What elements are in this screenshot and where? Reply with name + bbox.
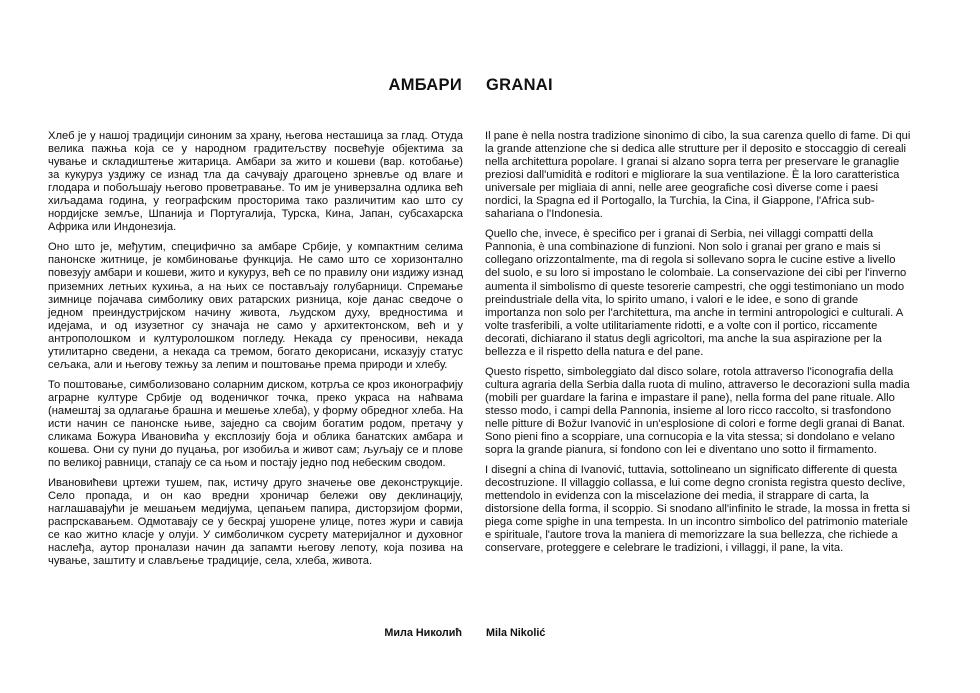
italian-column	[485, 130, 913, 562]
italian-paragraph-2: Quello che, invece, è specifico per i granai di Serbia, nei villaggi compatti della Pannonia, è una combinazione di funzioni. Non solo i granai per grano e mais si collegano orizzontalmente, ma di regola si sollevano sopra le cucine estive a livello del suolo, e su loro si impostano le colombaie. La conservazione dei cibi per l'inverno aumenta il simbolismo di queste tesorerie campestri, che oggi testimoniano un modo preindustriale della vita, lo spirito umano, i valori e le idee, e sono di grande importanza non solo per l'architettura, ma anche in termini antropologici e culturali. A volte trasferibili, a volte utilitariamente ridotti, e a volte con il portico, riccamente decorati, dichiarano il status degli agricoltori, ma anche la sua aspirazione per la bellezza e il rispetto della natura e del pane.	[485, 228, 907, 358]
italian-paragraph-1: Il pane è nella nostra tradizione sinonimo di cibo, la sua carenza quello di fame. Di qui la grande attenzione che si dedica alle strutture per il deposito e stoccaggio di cereali nella architettura popolare. I granai si alzano sopra terra per preservare le granaglie preziosi dall'umidità e roditori e migliorare la sua ventilazione. È la loro caratteristica universale per migliaia di anni, nelle aree geografiche così diverse come i paesi nordici, la Spagna ed il Portogallo, la Turchia, la Cina, il Giappone, l'Africa sub-sahariana o l'Indonesia.	[485, 130, 911, 221]
serbian-paragraph-2: Оно што је, међутим, специфично за амбаре Србије, у компактним селима панонске житнице, је комбиновање функција. Не само што се хоризонтално повезују амбари и кошеви, жито и кукуруз, већ се по правилу они издижу изнад приземних летњих кухиња, а на њих се постављају голубарници. Спремање зимнице појачава симболику ових ратарских ризница, које данас сведоче о једном преиндустријском начину живота, људском духу, вредностима и идејама, и од изузетног су значаја не само у архитектонском, већ и у антрополошком и културолошком погледу. Некада су преносиви, некада утилитарно сведени, а некада са тремом, богато декорисани, исказују статус сељака, али и његову тежњу за лепим и поштовање према природи и хлебу.	[48, 241, 463, 371]
serbian-paragraph-3: То поштовање, симболизовано соларним диском, котрља се кроз иконографију аграрне културе Србије од воденичког точка, преко украса на наћвама (намештај за одлагање брашна и мешење хлеба), у форму обредног хлеба. На исти начин се панонске њиве, заједно са својим богатим родом, претачу у сликама Божура Ивановића у експлозију боја и облика банатских амбара и кошева. Они су пуни до пуцања, рог изобиља и живот сам; љуљају се и плове по великој равници, стапају се са њом и постају једно под небеским сводом.	[48, 378, 463, 470]
serbian-title: АМБАРИ	[388, 76, 462, 94]
serbian-column	[48, 130, 463, 576]
italian-title: GRANAI	[486, 76, 553, 94]
italian-paragraph-3: Questo rispetto, simboleggiato dal disco solare, rotola attraverso l'iconografia della cultura agraria della Serbia dalla ruota di mulino, attraverso le decorazioni sulla madia (mobili per guardare la farina e impastare il pane), nella forma del pane rituale. Allo stesso modo, i campi della Pannonia, insieme al loro ricco raccolto, si trasfondono nelle pitture di Božur Ivanović in un'esplosione di colori e forme degli granai di Banat. Sono pieni fino a scoppiare, una cornucopia e la vita stessa; si dondolano e velano sopra la grande pianura, si fondono con lei e diventano uno sotto il firmamento.	[485, 365, 910, 457]
serbian-paragraph-4: Ивановићеви цртежи тушем, пак, истичу друго значење ове деконструкције. Село пропада, и он као вредни хроничар бележи ову деклинацију, наглашавајући је мешањем медијума, цепањем папира, дисторзијом форми, распрскавањем. Одмотавају се у бескрај ушорене улице, потез жури и савија се као житно класје у олуји. У симболичком сусрету материјалног и духовног наслеђа, аутор проналази начин да запамти његову лепоту, која позива на чување, заштиту и слављење традиције, села, хлеба, живота.	[48, 477, 463, 568]
italian-paragraph-4: I disegni a china di Ivanović, tuttavia, sottolineano un significato differente di questa decostruzione. Il villaggio collassa, e lui come degno cronista registra questo declive, mettendolo in evidenza con la miscelazione dei media, il strappare di carta, la distorsione della forma, il scoppio. Si snodano all'infinito le strade, la mossa in fretta si piega come spighe in una tempesta. In un incontro simbolico del patrimonio materiale e spirituale, l'autore trova la maniera di memorizzare la sua bellezza, che richiede a conservare, proteggere e celebrare le tradizioni, i villaggi, il pane, la vita.	[485, 464, 910, 555]
serbian-paragraph-1: Хлеб је у нашој традицији синоним за храну, његова несташица за глад. Отуда велика пажња која се у народном градитељству посвећује објектима за чување и складиштење житарица. Амбари за жито и кошеви (вар. котобање) за кукуруз уздижу се изнад тла да сачувају драгоцено зрневље од влаге и глодара и побољшају његово проветравање. То им је универзална одлика већ хиљадама година, у географским просторима тако различитим као што су нордијске земље, Шпанија и Португалија, Турска, Кина, Јапан, субсахарска Африка или Индонезија.	[48, 130, 463, 234]
italian-author-signature: Mila Nikolić	[486, 627, 546, 639]
serbian-author-signature: Мила Николић	[384, 627, 462, 639]
